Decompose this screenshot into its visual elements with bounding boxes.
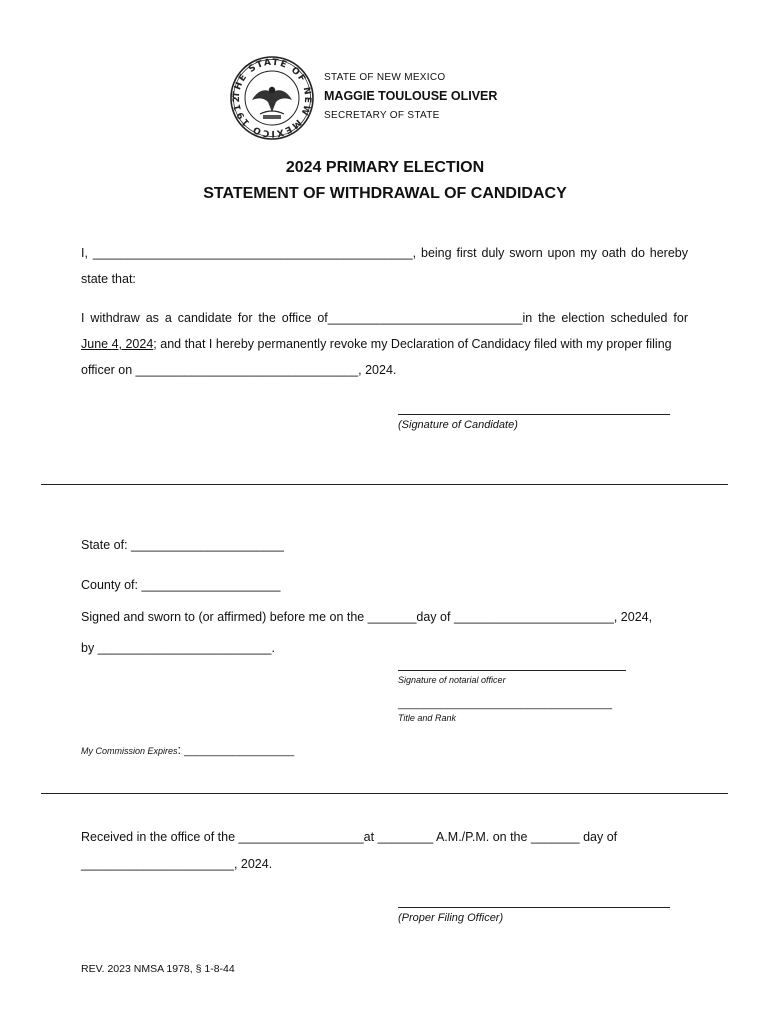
withdraw-line3 — [81, 363, 396, 377]
filing-officer-signature-line[interactable] — [398, 907, 670, 908]
officer-on-label: officer on — [81, 363, 136, 377]
state-of-label: State of: — [81, 538, 132, 552]
year-suffix: , 2024. — [358, 363, 397, 377]
sworn-month-blank[interactable]: _______________________ — [453, 610, 614, 624]
seal-graphic — [230, 56, 314, 140]
commission-blank[interactable]: __________________ — [181, 745, 295, 757]
section-divider — [41, 793, 728, 794]
filed-date-blank[interactable]: ________________________________ — [135, 363, 359, 377]
withdraw-line2 — [81, 337, 672, 351]
withdraw-prefix: I withdraw as a candidate for the office of — [81, 311, 328, 325]
oath-suffix: , being first duly sworn upon my oath do hereby — [412, 246, 688, 260]
received-month-blank[interactable]: ______________________ — [81, 857, 234, 871]
commission-label: My Commission Expires — [81, 746, 178, 756]
header-name: MAGGIE TOULOUSE OLIVER — [324, 89, 498, 103]
oath-line2: state that: — [81, 272, 136, 286]
withdraw-suffix: in the election scheduled for — [522, 311, 688, 325]
title-rank-label: Title and Rank — [398, 713, 456, 723]
oath-prefix: I, — [81, 246, 93, 260]
commission-colon: : — [177, 743, 182, 757]
title-rank-blank[interactable]: ___________________________________ — [398, 698, 613, 710]
at-label: at — [363, 830, 378, 844]
election-date: June 4, 2024 — [81, 337, 154, 351]
received-year: , 2024. — [233, 857, 273, 871]
seal-text: THE STATE OF NEW MEXICO 1912 — [231, 57, 313, 139]
day-of-label: day of — [579, 830, 618, 844]
ampm-label: A.M./P.M. on the — [433, 830, 531, 844]
county-of-blank[interactable]: ____________________ — [141, 578, 281, 592]
notary-signature-label: Signature of notarial officer — [398, 675, 506, 685]
by-row — [81, 641, 275, 655]
title-line1: 2024 PRIMARY ELECTION — [285, 159, 485, 176]
notary-signature-line[interactable] — [398, 670, 626, 671]
header-state: STATE OF NEW MEXICO — [324, 72, 446, 83]
commission-row — [81, 741, 294, 759]
sworn-year: , 2024, — [613, 610, 653, 624]
sworn-row — [81, 610, 652, 624]
candidate-name-blank[interactable]: ______________________________________________ — [92, 246, 413, 260]
state-of-blank[interactable]: ______________________ — [131, 538, 284, 552]
candidate-signature-line[interactable] — [398, 414, 670, 415]
received-office-blank[interactable]: __________________ — [238, 830, 364, 844]
sworn-label: Signed and sworn to (or affirmed) before me on the — [81, 610, 368, 624]
by-label: by — [81, 641, 98, 655]
received-row — [81, 830, 617, 844]
state-seal — [230, 56, 314, 140]
day-of-label: day of — [416, 610, 454, 624]
withdraw-line2-rest: ; and that I hereby permanently revoke my Declaration of Candidacy filed with my proper filing — [153, 337, 672, 351]
revision-footer: REV. 2023 NMSA 1978, § 1-8-44 — [81, 963, 235, 975]
received-row2 — [81, 857, 272, 871]
section-divider — [41, 484, 728, 485]
oath-line1 — [81, 246, 688, 260]
title-line2: STATEMENT OF WITHDRAWAL OF CANDIDACY — [203, 185, 567, 202]
county-of-row — [81, 578, 281, 592]
by-blank[interactable]: _________________________ — [97, 641, 272, 655]
candidate-signature-label: (Signature of Candidate) — [398, 419, 518, 431]
header-office: SECRETARY OF STATE — [324, 110, 440, 121]
office-blank[interactable]: ____________________________ — [327, 311, 523, 325]
county-of-label: County of: — [81, 578, 142, 592]
by-end: . — [271, 641, 275, 655]
sworn-day-blank[interactable]: _______ — [367, 610, 417, 624]
received-label: Received in the office of the — [81, 830, 239, 844]
received-day-blank[interactable]: _______ — [530, 830, 580, 844]
received-time-blank[interactable]: ________ — [377, 830, 434, 844]
withdraw-line1 — [81, 311, 688, 325]
state-of-row — [81, 538, 284, 552]
filing-officer-label: (Proper Filing Officer) — [398, 912, 504, 924]
